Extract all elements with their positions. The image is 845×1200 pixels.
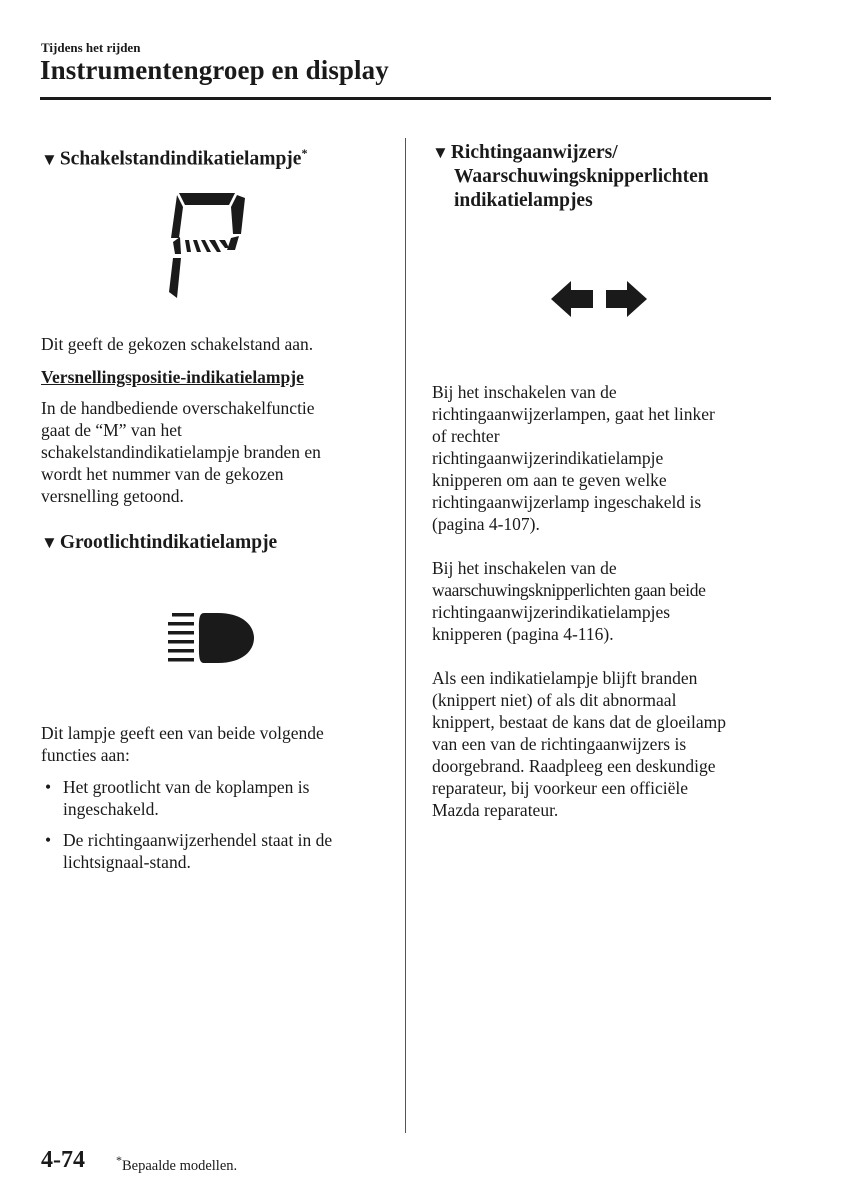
list-item: • De richtingaanwijzerhendel staat in de lichtsignaal-stand. bbox=[45, 830, 333, 872]
section-label: Tijdens het rijden bbox=[41, 40, 141, 55]
list-item: • Het grootlicht van de koplampen is ingeschakeld. bbox=[45, 777, 310, 819]
gear-position-paragraph: In de handbediende overschakelfunctie gaat de “M” van het schakelstandindikatielampje branden en wordt het nummer van de gekozen versnelling getoond. bbox=[41, 398, 321, 506]
footnote: *Bepaalde modellen. bbox=[116, 1153, 238, 1174]
turn-signal-paragraph: Bij het inschakelen van de richtingaanwijzerlampen, gaat het linker of rechter richtingaanwijzerindikatielampje knipperen om aan te geven welke richtingaanwijzerlamp ingeschakeld is (pagina 4-107). bbox=[432, 382, 715, 534]
sub-heading-gear-position: Versnellingspositie-indikatielampje bbox=[41, 367, 304, 387]
high-beam-icon bbox=[166, 608, 256, 668]
bullet-icon: • bbox=[45, 830, 52, 850]
heading-shift-indicator: ▼ Schakelstandindikatielampje* bbox=[41, 146, 308, 170]
page-title: Instrumentengroep en display bbox=[40, 55, 389, 85]
triangle-marker: ▼ bbox=[41, 533, 58, 552]
bullet-icon: • bbox=[45, 777, 52, 797]
triangle-marker: ▼ bbox=[41, 149, 58, 169]
column-divider bbox=[405, 138, 406, 1133]
turn-signal-arrows-icon bbox=[549, 279, 649, 319]
right-arrow-icon bbox=[606, 281, 647, 317]
triangle-marker: ▼ bbox=[432, 143, 449, 162]
hazard-paragraph: Bij het inschakelen van de waarschuwingsknipperlichten gaan beide richtingaanwijzerindikatielampjes knipperen (pagina 4-116). bbox=[432, 558, 706, 644]
high-beam-description: Dit lampje geeft een van beide volgende functies aan: bbox=[41, 723, 324, 765]
title-rule bbox=[40, 97, 771, 100]
shift-description: Dit geeft de gekozen schakelstand aan. bbox=[41, 334, 314, 354]
heading-high-beam: ▼ Grootlichtindikatielampje bbox=[41, 532, 278, 553]
page-number: 4-74 bbox=[41, 1147, 85, 1173]
high-beam-bullet-list bbox=[41, 776, 391, 882]
asterisk-mark: * bbox=[301, 146, 308, 160]
heading-turn-signal: ▼ Richtingaanwijzers/ Waarschuwingsknipperlichten indikatielampjes bbox=[432, 142, 709, 211]
asterisk-mark: * bbox=[116, 1153, 122, 1167]
left-arrow-icon bbox=[551, 281, 593, 317]
shift-position-p-icon bbox=[165, 188, 250, 308]
malfunction-paragraph: Als een indikatielampje blijft branden (knippert niet) of als dit abnormaal knippert, bestaat de kans dat de gloeilamp van een van de richtingaanwijzers is doorgebrand. Raadpleeg een deskundige reparateur, bij voorkeur een officiële Mazda reparateur. bbox=[432, 668, 727, 820]
